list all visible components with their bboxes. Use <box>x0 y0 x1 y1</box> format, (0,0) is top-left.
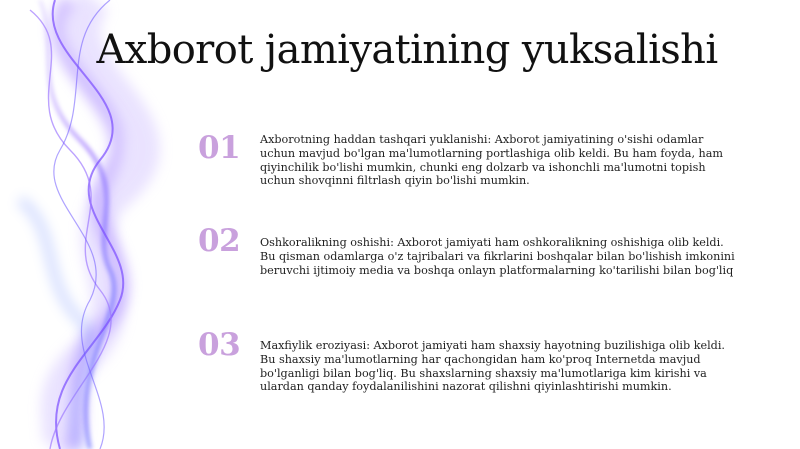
list-item <box>198 223 738 300</box>
list-item <box>198 130 738 197</box>
item-text: Maxfiylik eroziyasi: Axborot jamiyati ham shaxsiy hayotning buzilishiga olib keldi. Bu shaxsiy ma'lumotlarning har qachongidan ham ko'proq Internetda mavjud bo'lganligi bilan bog'liq. Bu shaxslarning shaxsiy ma'lumotlariga kim kirishi va ulardan qanday foydalanilishini nazorat qilishni qiyinlashtirishi mumkin. <box>260 339 725 394</box>
list-item <box>198 327 738 403</box>
item-number: 03 <box>198 327 241 363</box>
item-text: Oshkoralikning oshishi: Axborot jamiyati ham oshkoralikning oshishiga olib keldi. Bu qisman odamlarga o'z tajribalari va fikrlarini boshqalar bilan bo'lishish imkonini beruvchi ijtimoiy media va boshqa onlayn platformalarning ko'tarilishi bilan bog'liq <box>260 236 735 277</box>
item-number: 01 <box>198 130 241 166</box>
item-text: Axborotning haddan tashqari yuklanishi: Axborot jamiyatining o'sishi odamlar uchun mavjud bo'lgan ma'lumotlarning portlashiga olib keldi. Bu ham foyda, ham qiyinchilik bo'lishi mumkin, chunki eng dolzarb va ishonchli ma'lumotni topish uchun shovqinni filtrlash qiyin bo'lishi mumkin. <box>260 133 724 188</box>
page-title: Axborot jamiyatining yuksalishi <box>96 27 718 73</box>
item-number: 02 <box>198 223 241 259</box>
